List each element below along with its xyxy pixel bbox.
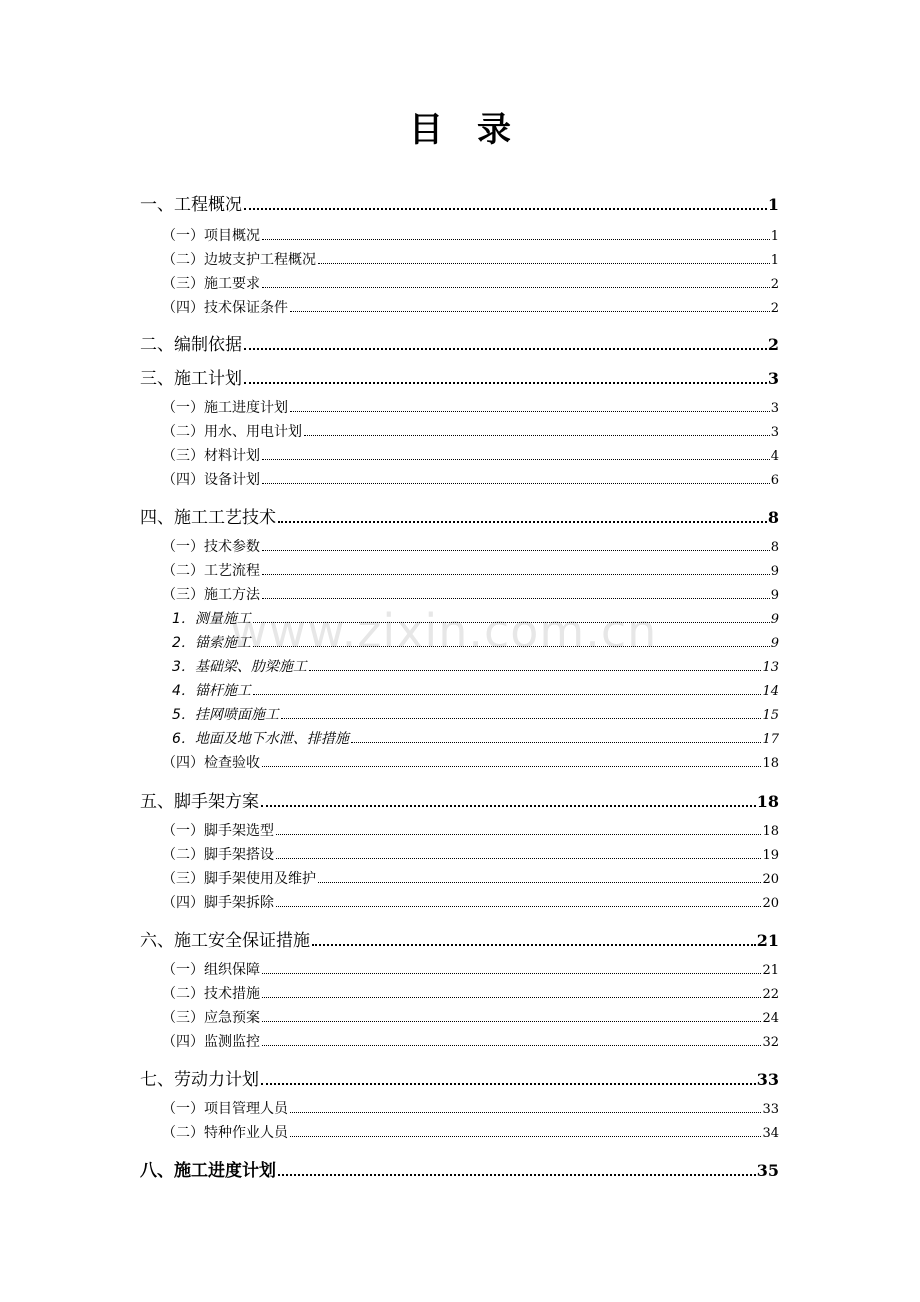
toc-entry-label: （二）技术措施 [162,986,260,1002]
toc-entry-level2[interactable] [162,1007,779,1027]
toc-entry-level2[interactable] [162,469,779,489]
toc-entry-label: 6．地面及地下水泄、排措施 [172,731,349,747]
toc-entry-page: 14 [762,684,779,699]
dot-leader [312,944,756,946]
toc-entry-level3[interactable] [172,704,779,724]
toc-entry-page: 18 [756,792,779,811]
toc-entry-page: 2 [770,301,779,316]
toc-entry-level2[interactable] [162,225,779,245]
toc-entry-label: （二）特种作业人员 [162,1125,288,1141]
toc-entry-level2[interactable] [162,820,779,840]
toc-entry-page: 9 [770,612,779,627]
toc-entry-label: （一）脚手架选型 [162,823,274,839]
dot-leader [276,834,761,835]
dot-leader [276,858,761,859]
toc-entry-page: 19 [762,848,779,863]
dot-leader [253,646,770,647]
toc-entry-label: （四）检查验收 [162,755,260,771]
toc-entry-page: 21 [762,963,779,978]
toc-entry-page: 34 [762,1126,779,1141]
toc-entry-label: 八、施工进度计划 [140,1161,276,1181]
toc-entry-level2[interactable] [162,892,779,912]
toc-entry-level3[interactable] [172,680,779,700]
toc-entry-level2[interactable] [162,844,779,864]
toc-entry-label: 一、工程概况 [140,195,242,215]
toc-entry-label: （一）组织保障 [162,962,260,978]
dot-leader [262,287,770,288]
toc-entry-page: 1 [770,229,779,244]
dot-leader [262,598,770,599]
dot-leader [290,311,770,312]
toc-entry-label: （一）技术参数 [162,539,260,555]
toc-entry-page: 22 [762,987,779,1002]
toc-entry-level2[interactable] [162,1122,779,1142]
toc-entry-level2[interactable] [162,249,779,269]
toc-entry-page: 13 [762,660,779,675]
toc-entry-label: （四）设备计划 [162,472,260,488]
dot-leader [262,550,770,551]
toc-entry-level2[interactable] [162,584,779,604]
dot-leader [304,435,770,436]
toc-entry-level1[interactable] [140,330,779,355]
toc-entry-level2[interactable] [162,868,779,888]
toc-entry-page: 32 [762,1035,779,1050]
toc-entry-label: （二）工艺流程 [162,563,260,579]
toc-entry-level2[interactable] [162,536,779,556]
dot-leader [351,742,762,743]
dot-leader [244,382,767,384]
toc-entry-page: 8 [770,540,779,555]
toc-entry-label: （四）技术保证条件 [162,300,288,316]
toc-entry-level2[interactable] [162,560,779,580]
toc-entry-label: 三、施工计划 [140,369,242,389]
dot-leader [318,882,761,883]
toc-entry-level2[interactable] [162,445,779,465]
dot-leader [318,263,770,264]
toc-entry-label: 1．测量施工 [172,611,251,627]
toc-entry-page: 3 [770,425,779,440]
dot-leader [262,1021,761,1022]
dot-leader [253,694,762,695]
toc-entry-label: （一）施工进度计划 [162,400,288,416]
toc-entry-label: 七、劳动力计划 [140,1070,259,1090]
page-title: 目 录 [409,110,511,150]
toc-entry-level2[interactable] [162,1098,779,1118]
toc-entry-page: 9 [770,564,779,579]
toc-entry-label: （二）边坡支护工程概况 [162,252,316,268]
toc-entry-level2[interactable] [162,421,779,441]
dot-leader [290,1112,761,1113]
toc-entry-label: 4．锚杆施工 [172,683,251,699]
toc-entry-label: （三）脚手架使用及维护 [162,871,316,887]
dot-leader [262,239,770,240]
toc-entry-page: 3 [767,369,779,388]
toc-entry-level2[interactable] [162,1031,779,1051]
toc-entry-page: 8 [767,508,779,527]
toc-entry-label: 3．基础梁、肋梁施工 [172,659,307,675]
dot-leader [262,1045,761,1046]
dot-leader [281,718,762,719]
toc-entry-level1[interactable] [140,1065,779,1090]
toc-entry-page: 17 [762,732,779,747]
toc-entry-page: 33 [762,1102,779,1117]
toc-entry-page: 1 [770,253,779,268]
toc-entry-label: （四）监测监控 [162,1034,260,1050]
toc-entry-page: 4 [770,449,779,464]
toc-entry-page: 33 [756,1070,779,1089]
dot-leader [244,208,767,210]
toc-entry-label: 2．锚索施工 [172,635,251,651]
toc-entry-level3[interactable] [172,656,779,676]
toc-entry-page: 9 [770,588,779,603]
toc-entry-page: 1 [767,195,779,214]
toc-entry-level1[interactable] [140,787,779,812]
toc-entry-page: 35 [756,1161,779,1180]
dot-leader [262,483,770,484]
toc-entry-level3[interactable] [172,632,779,652]
toc-entry-level1[interactable] [140,1156,779,1181]
dot-leader [278,1174,756,1176]
toc-entry-page: 18 [762,824,779,839]
toc-entry-label: （三）材料计划 [162,448,260,464]
toc-entry-level1[interactable] [140,926,779,951]
toc-entry-label: （四）脚手架拆除 [162,895,274,911]
dot-leader [276,906,761,907]
toc-entry-level1[interactable] [140,364,779,389]
dot-leader [262,574,770,575]
toc-entry-level2[interactable] [162,397,779,417]
dot-leader [278,521,767,523]
toc-entry-page: 6 [770,473,779,488]
toc-entry-label: （二）用水、用电计划 [162,424,302,440]
toc-entry-label: （三）应急预案 [162,1010,260,1026]
toc-entry-level1[interactable] [140,190,779,215]
toc-entry-label: 5．挂网喷面施工 [172,707,279,723]
toc-entry-page: 15 [762,708,779,723]
toc-entry-page: 9 [770,636,779,651]
toc-entry-level3[interactable] [172,728,779,748]
toc-entry-level2[interactable] [162,983,779,1003]
toc-entry-label: 二、编制依据 [140,335,242,355]
toc-entry-level2[interactable] [162,273,779,293]
dot-leader [309,670,762,671]
dot-leader [262,459,770,460]
toc-entry-page: 3 [770,401,779,416]
toc-entry-page: 20 [762,896,779,911]
toc-entry-label: （三）施工方法 [162,587,260,603]
dot-leader [290,411,770,412]
dot-leader [261,805,756,807]
toc-entry-page: 2 [767,335,779,354]
toc-entry-level2[interactable] [162,297,779,317]
toc-entry-level1[interactable] [140,503,779,528]
dot-leader [253,622,770,623]
dot-leader [261,1083,756,1085]
dot-leader [262,997,761,998]
toc-entry-label: （一）项目管理人员 [162,1101,288,1117]
toc-entry-label: （二）脚手架搭设 [162,847,274,863]
toc-entry-label: 五、脚手架方案 [140,792,259,812]
toc-entry-level2[interactable] [162,752,779,772]
watermark: www.zixin.com.cn [230,604,658,658]
toc-entry-level2[interactable] [162,959,779,979]
toc-entry-level3[interactable] [172,608,779,628]
toc-entry-label: （三）施工要求 [162,276,260,292]
dot-leader [290,1136,761,1137]
dot-leader [262,766,761,767]
toc-entry-page: 24 [762,1011,779,1026]
toc-entry-page: 2 [770,277,779,292]
toc-entry-label: （一）项目概况 [162,228,260,244]
dot-leader [244,348,767,350]
toc-entry-page: 18 [762,756,779,771]
toc-entry-page: 20 [762,872,779,887]
dot-leader [262,973,761,974]
toc-entry-label: 四、施工工艺技术 [140,508,276,528]
toc-entry-label: 六、施工安全保证措施 [140,931,310,951]
toc-entry-page: 21 [756,931,779,950]
